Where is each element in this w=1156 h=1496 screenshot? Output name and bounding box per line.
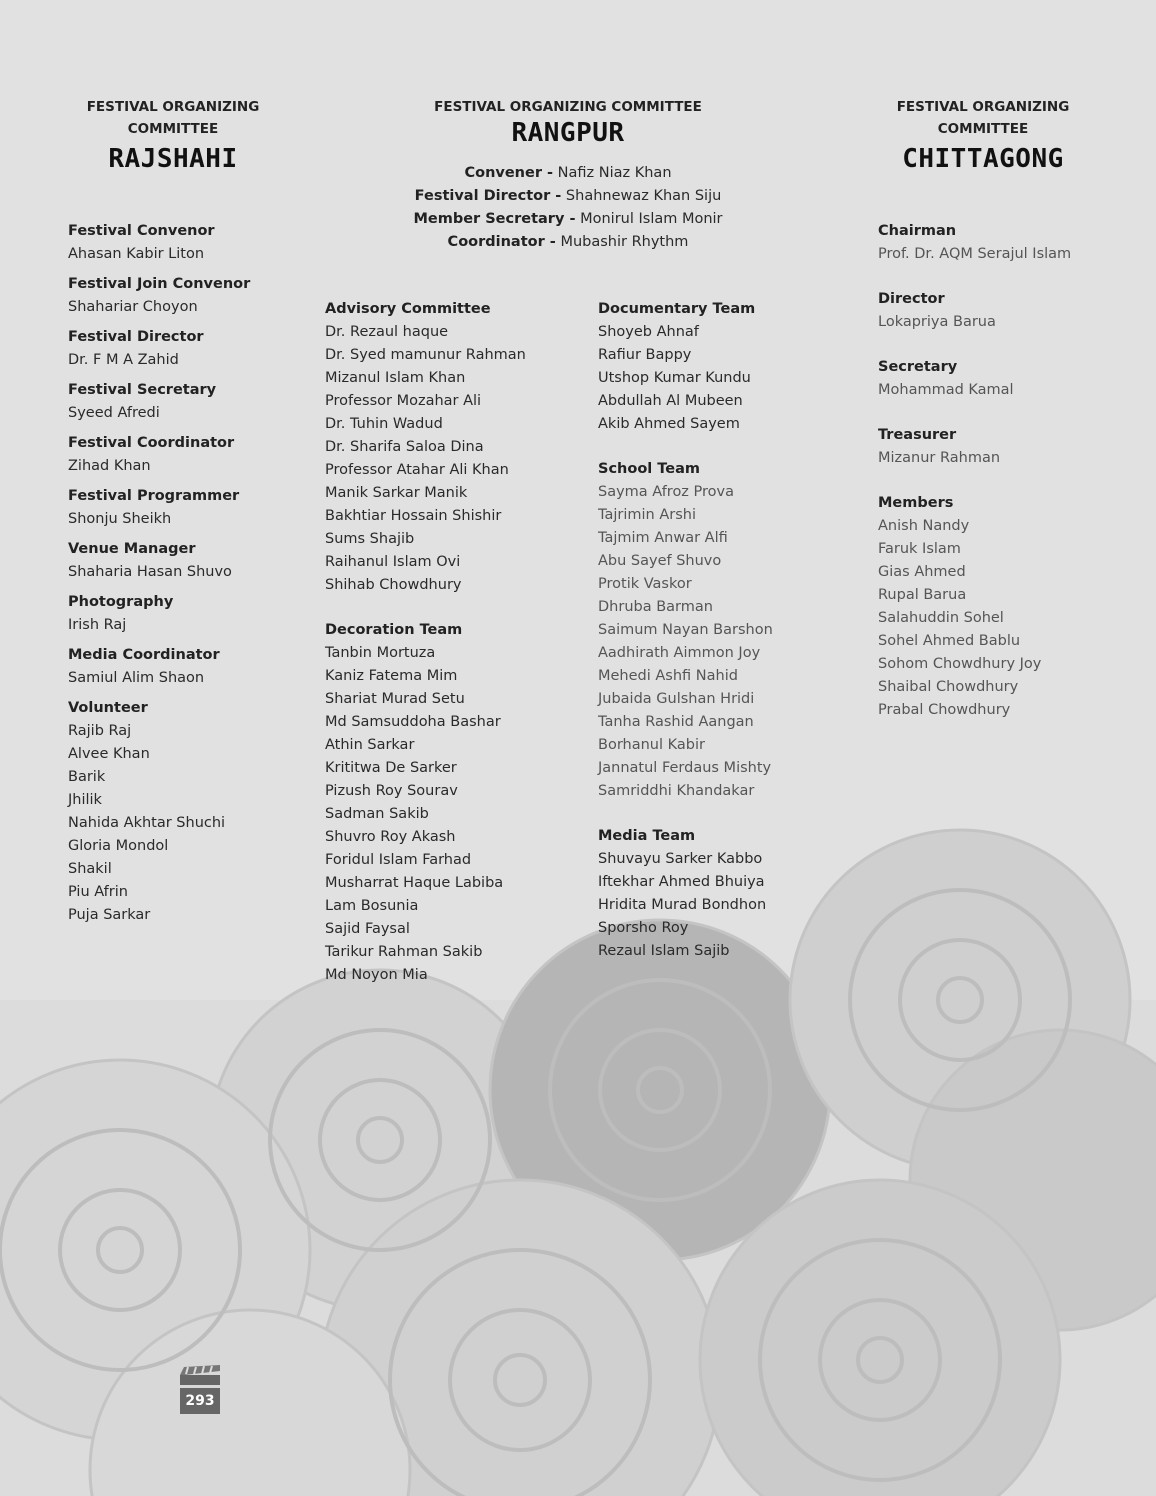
member-name: Krititwa De Sarker	[325, 760, 457, 776]
member-name: Hridita Murad Bondhon	[598, 897, 767, 913]
member-name: Zihad Khan	[68, 458, 151, 474]
member-name: Anish Nandy	[878, 518, 970, 534]
member-name: Utshop Kumar Kundu	[598, 370, 751, 386]
role-title: Volunteer	[68, 700, 148, 716]
member-name: Borhanul Kabir	[598, 737, 705, 753]
member-name: Mohammad Kamal	[878, 382, 1014, 398]
member-name: Sayma Afroz Prova	[598, 484, 735, 500]
officer-name: Nafiz Niaz Khan	[557, 165, 672, 181]
role-block	[68, 644, 278, 690]
member-name: Tajmim Anwar Alfi	[598, 530, 728, 546]
member-name: Md Noyon Mia	[325, 967, 428, 983]
member-name: Aadhirath Aimmon Joy	[598, 645, 761, 661]
role-block	[878, 356, 1088, 402]
member-name: Manik Sarkar Manik	[325, 485, 468, 501]
officer-line	[368, 208, 768, 231]
member-name: Professor Mozahar Ali	[325, 393, 482, 409]
role-block	[68, 379, 278, 425]
member-name: Rajib Raj	[68, 723, 132, 739]
member-name: Protik Vaskor	[598, 576, 692, 592]
rangpur-left-column	[325, 298, 585, 1009]
role-title: Media Coordinator	[68, 647, 220, 663]
member-name: Jannatul Ferdaus Mishty	[598, 760, 772, 776]
rajshahi-heading: FESTIVAL ORGANIZING COMMITTEE	[86, 99, 260, 137]
rangpur-officers-list	[368, 162, 768, 254]
role-block	[68, 326, 278, 372]
member-name: Sohel Ahmed Bablu	[878, 633, 1021, 649]
member-name: Puja Sarkar	[68, 907, 151, 923]
member-name: Bakhtiar Hossain Shishir	[325, 508, 502, 524]
member-name: Rezaul Islam Sajib	[598, 943, 730, 959]
member-name: Shoyeb Ahnaf	[598, 324, 699, 340]
member-name: Shuvro Roy Akash	[325, 829, 456, 845]
role-block	[68, 697, 278, 927]
clapperboard-icon	[180, 1365, 220, 1385]
member-name: Dr. F M A Zahid	[68, 352, 179, 368]
role-block	[598, 825, 838, 963]
role-block	[68, 485, 278, 531]
role-title: Festival Join Convenor	[68, 276, 251, 292]
role-title: Treasurer	[878, 427, 957, 443]
role-block	[68, 432, 278, 478]
member-name: Tanbin Mortuza	[325, 645, 436, 661]
role-title: Advisory Committee	[325, 301, 491, 317]
role-title: Secretary	[878, 359, 958, 375]
role-title: Media Team	[598, 828, 696, 844]
member-name: Tarikur Rahman Sakib	[325, 944, 483, 960]
rajshahi-column	[68, 96, 278, 934]
member-name: Athin Sarkar	[325, 737, 415, 753]
role-title: Director	[878, 291, 945, 307]
member-name: Faruk Islam	[878, 541, 961, 557]
member-name: Prabal Chowdhury	[878, 702, 1011, 718]
member-name: Shahariar Choyon	[68, 299, 198, 315]
role-block	[878, 424, 1088, 470]
member-name: Samriddhi Khandakar	[598, 783, 755, 799]
officer-line	[368, 185, 768, 208]
role-block	[878, 492, 1088, 722]
rajshahi-roles-list	[68, 220, 278, 927]
member-name: Raihanul Islam Ovi	[325, 554, 461, 570]
member-name: Lam Bosunia	[325, 898, 419, 914]
member-name: Syeed Afredi	[68, 405, 160, 421]
member-name: Sadman Sakib	[325, 806, 429, 822]
member-name: Ahasan Kabir Liton	[68, 246, 205, 262]
member-name: Gias Ahmed	[878, 564, 966, 580]
role-title: Festival Convenor	[68, 223, 215, 239]
role-block	[598, 458, 838, 803]
member-name: Mehedi Ashfi Nahid	[598, 668, 738, 684]
chittagong-roles-list	[878, 220, 1088, 722]
member-name: Pizush Roy Sourav	[325, 783, 458, 799]
role-title: Festival Coordinator	[68, 435, 235, 451]
member-name: Dr. Syed mamunur Rahman	[325, 347, 526, 363]
rangpur-city-title: RANGPUR	[511, 118, 625, 148]
member-name: Sohom Chowdhury Joy	[878, 656, 1042, 672]
member-name: Professor Atahar Ali Khan	[325, 462, 509, 478]
rangpur-heading: FESTIVAL ORGANIZING COMMITTEE	[434, 99, 702, 115]
member-name: Lokapriya Barua	[878, 314, 996, 330]
rangpur-header	[368, 96, 768, 254]
member-name: Gloria Mondol	[68, 838, 169, 854]
role-title: Members	[878, 495, 954, 511]
member-name: Shonju Sheikh	[68, 511, 172, 527]
member-name: Mizanur Rahman	[878, 450, 1001, 466]
role-block	[598, 298, 838, 436]
rangpur-left-teams	[325, 298, 585, 987]
member-name: Shuvayu Sarker Kabbo	[598, 851, 763, 867]
role-title: School Team	[598, 461, 700, 477]
role-title: Chairman	[878, 223, 957, 239]
chittagong-column	[878, 96, 1088, 744]
role-title: Decoration Team	[325, 622, 463, 638]
role-block	[878, 220, 1088, 266]
member-name: Shariat Murad Setu	[325, 691, 465, 707]
member-name: Shaharia Hasan Shuvo	[68, 564, 232, 580]
member-name: Rafiur Bappy	[598, 347, 692, 363]
member-name: Tanha Rashid Aangan	[598, 714, 754, 730]
officer-name: Shahnewaz Khan Siju	[565, 188, 722, 204]
role-block	[68, 538, 278, 584]
member-name: Foridul Islam Farhad	[325, 852, 472, 868]
page-number: 293	[180, 1388, 220, 1414]
officer-name: Mubashir Rhythm	[560, 234, 689, 250]
rangpur-right-teams	[598, 298, 838, 963]
member-name: Abdullah Al Mubeen	[598, 393, 743, 409]
member-name: Piu Afrin	[68, 884, 128, 900]
member-name: Rupal Barua	[878, 587, 967, 603]
member-name: Sajid Faysal	[325, 921, 410, 937]
officer-role: Member Secretary -	[413, 211, 576, 227]
member-name: Irish Raj	[68, 617, 127, 633]
officer-line	[368, 231, 768, 254]
officer-role: Convener -	[464, 165, 554, 181]
member-name: Dhruba Barman	[598, 599, 713, 615]
member-name: Md Samsuddoha Bashar	[325, 714, 501, 730]
member-name: Abu Sayef Shuvo	[598, 553, 722, 569]
role-block	[325, 298, 585, 597]
member-name: Tajrimin Arshi	[598, 507, 696, 523]
member-name: Saimum Nayan Barshon	[598, 622, 773, 638]
role-block	[68, 273, 278, 319]
member-name: Mizanul Islam Khan	[325, 370, 466, 386]
officer-line	[368, 162, 768, 185]
member-name: Alvee Khan	[68, 746, 150, 762]
chittagong-city-title: CHITTAGONG	[902, 144, 1064, 174]
member-name: Jhilik	[68, 792, 102, 808]
member-name: Barik	[68, 769, 106, 785]
member-name: Dr. Rezaul haque	[325, 324, 449, 340]
member-name: Jubaida Gulshan Hridi	[598, 691, 755, 707]
officer-name: Monirul Islam Monir	[580, 211, 723, 227]
member-name: Shakil	[68, 861, 112, 877]
officer-role: Coordinator -	[447, 234, 556, 250]
member-name: Salahuddin Sohel	[878, 610, 1004, 626]
role-title: Festival Director	[68, 329, 204, 345]
member-name: Prof. Dr. AQM Serajul Islam	[878, 246, 1072, 262]
rangpur-right-column	[598, 298, 838, 985]
member-name: Shihab Chowdhury	[325, 577, 462, 593]
role-block	[878, 288, 1088, 334]
officer-role: Festival Director -	[414, 188, 562, 204]
role-title: Venue Manager	[68, 541, 196, 557]
role-block	[68, 220, 278, 266]
member-name: Kaniz Fatema Mim	[325, 668, 458, 684]
member-name: Dr. Tuhin Wadud	[325, 416, 443, 432]
rajshahi-city-title: RAJSHAHI	[108, 144, 238, 174]
member-name: Akib Ahmed Sayem	[598, 416, 740, 432]
role-title: Festival Secretary	[68, 382, 217, 398]
member-name: Samiul Alim Shaon	[68, 670, 205, 686]
member-name: Shaibal Chowdhury	[878, 679, 1019, 695]
role-title: Documentary Team	[598, 301, 756, 317]
member-name: Dr. Sharifa Saloa Dina	[325, 439, 484, 455]
member-name: Iftekhar Ahmed Bhuiya	[598, 874, 765, 890]
role-block	[68, 591, 278, 637]
member-name: Sporsho Roy	[598, 920, 689, 936]
member-name: Musharrat Haque Labiba	[325, 875, 504, 891]
role-block	[325, 619, 585, 987]
role-title: Festival Programmer	[68, 488, 240, 504]
role-title: Photography	[68, 594, 174, 610]
member-name: Nahida Akhtar Shuchi	[68, 815, 226, 831]
chittagong-heading: FESTIVAL ORGANIZING COMMITTEE	[896, 99, 1070, 137]
member-name: Sums Shajib	[325, 531, 415, 547]
